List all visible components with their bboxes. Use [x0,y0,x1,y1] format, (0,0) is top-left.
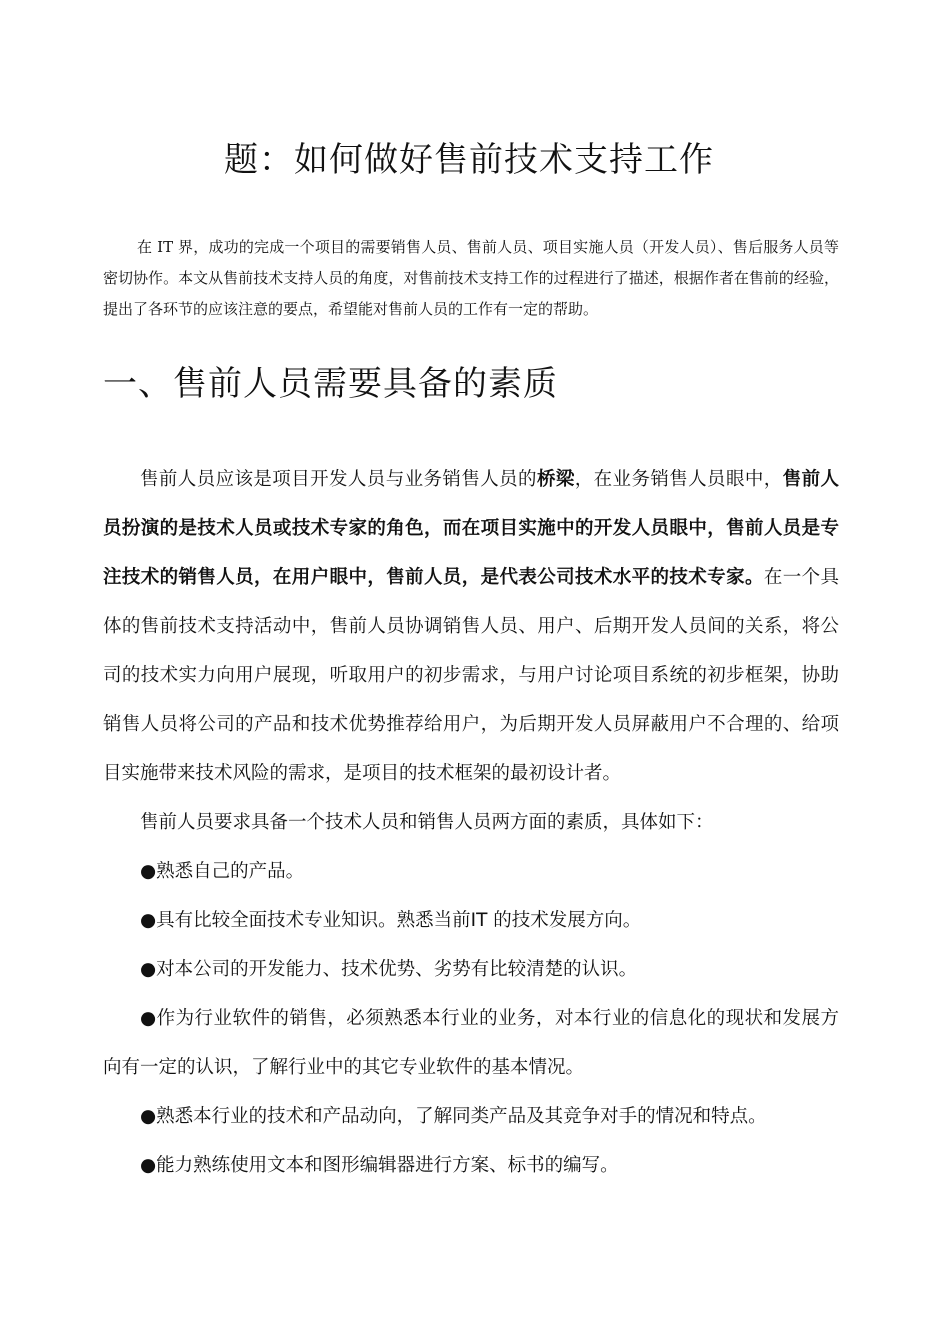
body-paragraph: 售前人员要求具备一个技术人员和销售人员两方面的素质，具体如下： [140,812,714,833]
section-heading: 一、售前人员需要具备的素质 [103,364,558,404]
paragraph-text: ，在业务销售人员眼中， [574,469,783,490]
bullet-item: ●作为行业软件的销售，必须熟悉本行业的业务，对本行业的信息化的现状和发展方向有一定的认识，了解行业中的其它专业软件的基本情况。 [103,1008,839,1078]
bold-text: 桥梁 [536,469,575,490]
bullet-item: ●熟悉本行业的技术和产品动向，了解同类产品及其竞争对手的情况和特点。 [140,1106,767,1127]
paragraph-text: 售前人员应该是项目开发人员与业务销售人员的 [140,469,537,490]
intro-paragraph: 在 IT 界，成功的完成一个项目的需要销售人员、售前人员、项目实施人员（开发人员）、售后服务人员等密切协作。本文从售前技术支持人员的角度，对售前技术支持工作的过程进行了描述，根据作者在售前的经验，提出了各环节的应该注意的要点，希望能对售前人员的工作有一定的帮助。 [103,238,839,318]
body-paragraph [103,455,839,798]
paragraph-text: 在一个具体的售前技术支持活动中，售前人员协调销售人员、用户、后期开发人员间的关系，将公司的技术实力向用户展现，听取用户的初步需求，与用户讨论项目系统的初步框架，协助销售人员将公司的产品和技术优势推荐给用户，为后期开发人员屏蔽用户不合理的、给项目实施带来技术风险的需求，是项目的技术框架的最初设计者。 [103,567,839,784]
section-body [103,455,839,1190]
bullet-item: ●能力熟练使用文本和图形编辑器进行方案、标书的编写。 [140,1155,619,1176]
bullet-item: ●熟悉自己的产品。 [140,861,305,882]
document-title: 题：如何做好售前技术支持工作 [224,140,714,180]
bullet-item: ●对本公司的开发能力、技术优势、劣势有比较清楚的认识。 [140,959,638,980]
bold-text: 售前人员扮演的是技术人员或技术专家的角色，而在项目实施中的开发人员眼中，售前人员是专注技术的销售人员，在用户眼中，售前人员，是代表公司技术水平的技术专家。 [103,469,839,588]
bullet-item: ●具有比较全面技术专业知识。熟悉当前IT 的技术发展方向。 [140,910,642,931]
